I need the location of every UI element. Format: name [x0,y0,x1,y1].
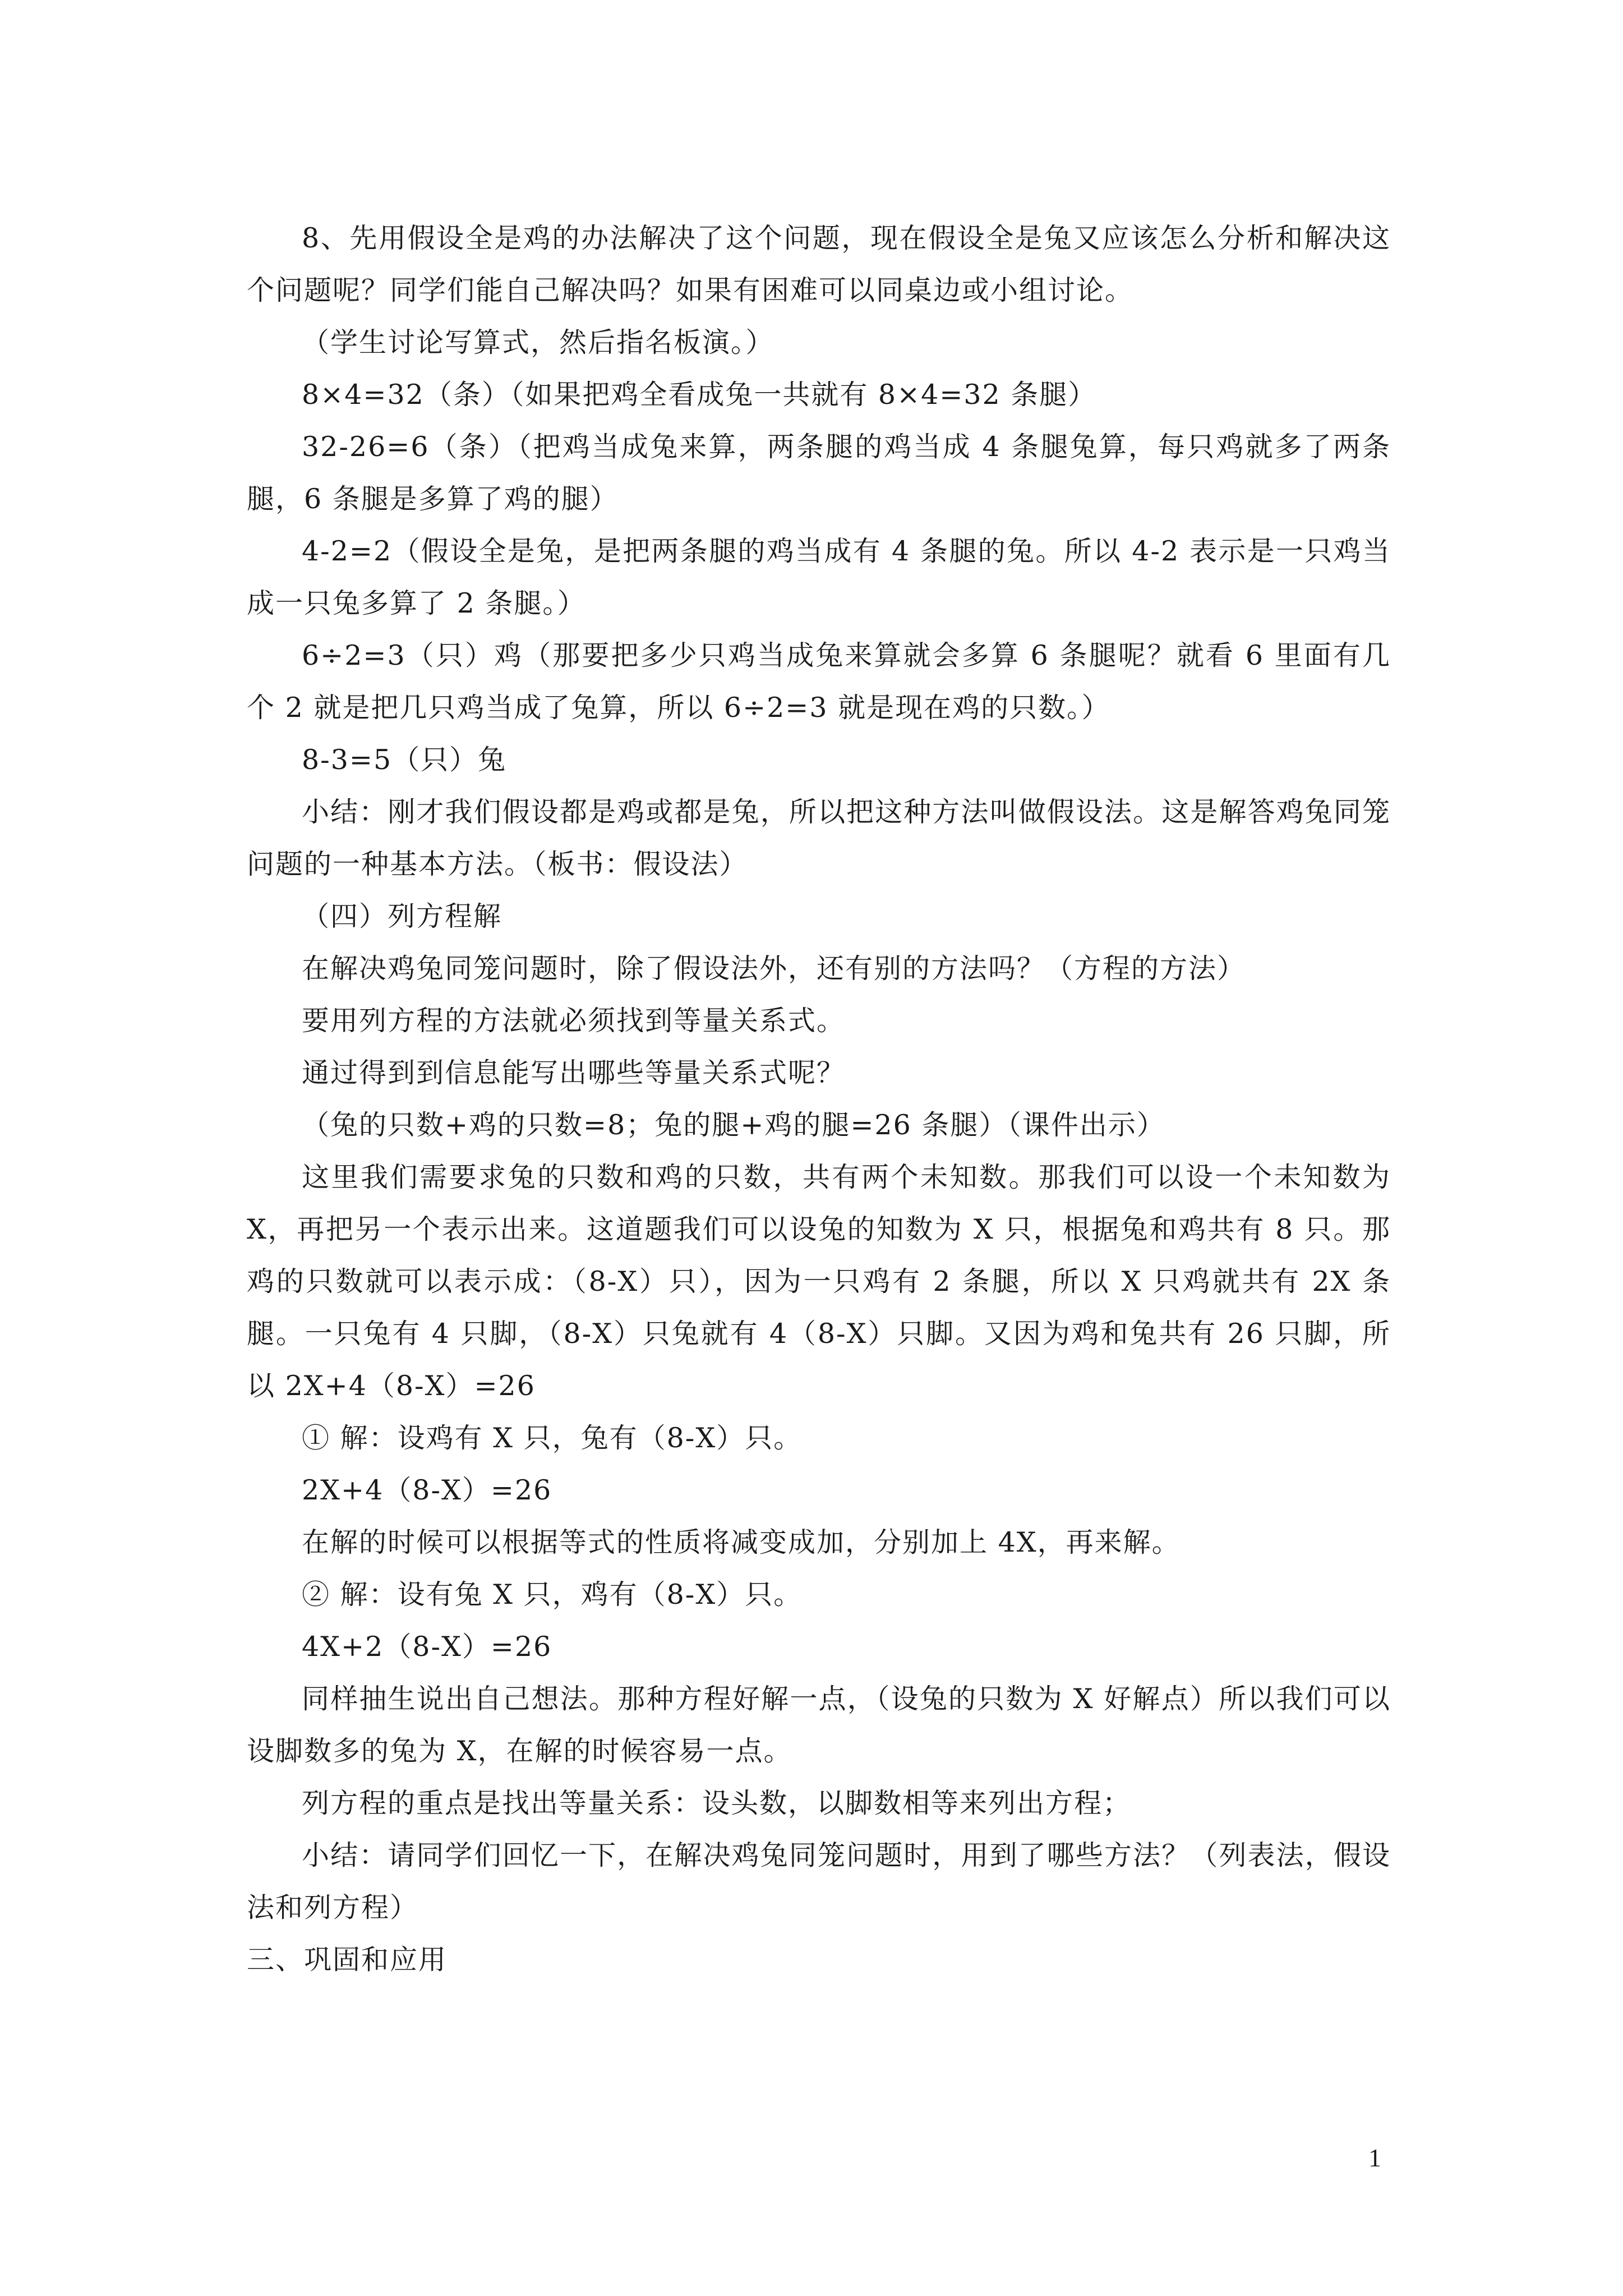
paragraph: ② 解：设有兔 X 只，鸡有（8-X）只。 [302,1579,803,1611]
paragraph: 8、先用假设全是鸡的办法解决了这个问题，现在假设全是兔又应该怎么分析和解决这个问题呢？同学们能自己解决吗？如果有困难可以同桌边或小组讨论。 [247,222,1391,306]
paragraph: 同样抽生说出自己想法。那种方程好解一点，（设兔的只数为 X 好解点）所以我们可以设脚数多的兔为 X，在解的时候容易一点。 [247,1683,1391,1767]
paragraph: 在解的时候可以根据等式的性质将减变成加，分别加上 4X，再来解。 [302,1526,1181,1558]
paragraph: 32-26=6（条）（把鸡当成兔来算，两条腿的鸡当成 4 条腿兔算，每只鸡就多了两条腿，6 条腿是多算了鸡的腿） [247,431,1391,515]
equation: 2X+4（8-X）=26 [302,1474,552,1506]
paragraph: 列方程的重点是找出等量关系：设头数，以脚数相等来列出方程； [302,1787,1132,1819]
paragraph: 这里我们需要求兔的只数和鸡的只数，共有两个未知数。那我们可以设一个未知数为 X，再把另一个表示出来。这道题我们可以设兔的知数为 X 只，根据兔和鸡共有 8 只。那鸡的只数就可以表示成：（8-X）只），因为一只鸡有 2 条腿，所以 X 只鸡就共有 2X 条腿。一只兔有 4 只脚，（8-X）只兔就有 4（8-X）只脚。又因为鸡和兔共有 26 只脚，所以 2X+4（8-X）=26 [247,1161,1391,1402]
paragraph: 4-2=2（假设全是兔，是把两条腿的鸡当成有 4 条腿的兔。所以 4-2 表示是一只鸡当成一只兔多算了 2 条腿。） [247,535,1391,619]
paragraph: 8×4=32（条）（如果把鸡全看成兔一共就有 8×4=32 条腿） [302,379,1097,411]
paragraph: ① 解：设鸡有 X 只，兔有（8-X）只。 [302,1422,803,1454]
paragraph: （兔的只数+鸡的只数=8；兔的腿+鸡的腿=26 条腿）（课件出示） [302,1109,1165,1141]
summary-paragraph: 小结：请同学们回忆一下，在解决鸡兔同笼问题时，用到了哪些方法？（列表法，假设法和列方程） [247,1839,1391,1924]
page-number: 1 [1368,2143,1381,2172]
paragraph: （学生讨论写算式，然后指名板演。） [302,326,774,358]
paragraph: 6÷2=3（只）鸡（那要把多少只鸡当成兔来算就会多算 6 条腿呢？就看 6 里面有几个 2 就是把几只鸡当成了兔算，所以 6÷2=3 就是现在鸡的只数。） [247,639,1391,724]
section-heading: 三、巩固和应用 [247,1944,448,1976]
equation: 4X+2（8-X）=26 [302,1631,552,1663]
paragraph: 在解决鸡兔同笼问题时，除了假设法外，还有别的方法吗？（方程的方法） [302,953,1246,984]
summary-paragraph: 小结：刚才我们假设都是鸡或都是兔，所以把这种方法叫做假设法。这是解答鸡兔同笼问题的一种基本方法。（板书：假设法） [247,796,1391,880]
section-heading: （四）列方程解 [302,900,502,932]
paragraph: 8-3=5（只）兔 [302,744,507,776]
document-body [247,212,1391,1986]
paragraph: 要用列方程的方法就必须找到等量关系式。 [302,1005,846,1037]
paragraph: 通过得到到信息能写出哪些等量关系式呢？ [302,1057,846,1089]
